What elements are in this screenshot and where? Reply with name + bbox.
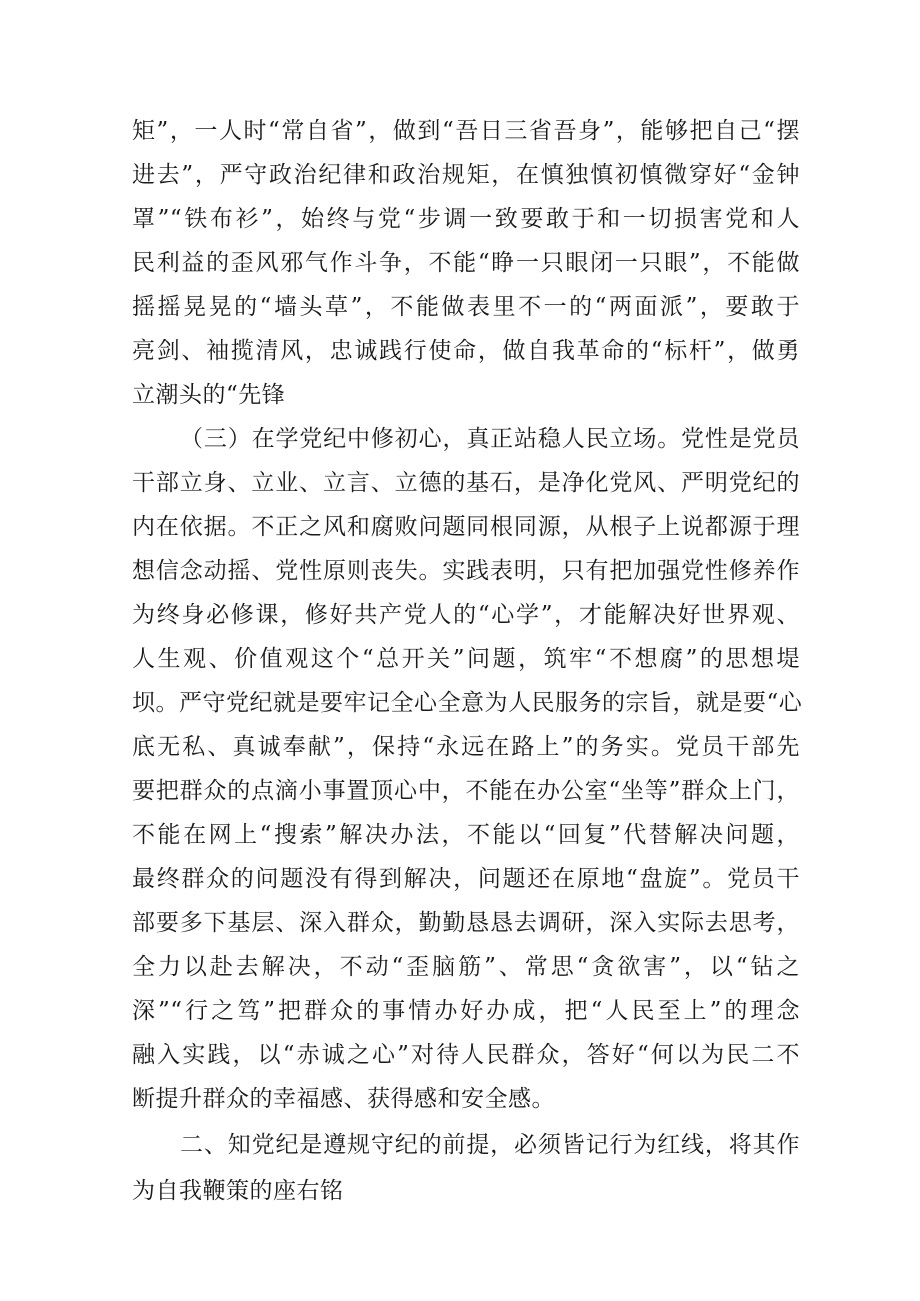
paragraph-line: 立潮头的“先锋 [132,382,286,408]
paragraph-line: 最终群众的问题没有得到解决，问题还在原地“盘旋”。党员干 [132,866,800,892]
paragraph-line: 要把群众的点滴小事置顶心中，不能在办公室“坐等”群众上门， [132,778,800,804]
paragraph-line: 为终身必修课，修好共产党人的“心学”，才能解决好世界观、 [132,602,800,628]
paragraph-line: 罩”“铁布衫”，始终与党“步调一致要敢于和一切损害党和人 [132,206,800,232]
paragraph-line: 融入实践，以“赤诚之心”对待人民群众，答好“何以为民二不 [132,1042,800,1068]
paragraph-line: （三）在学党纪中修初心，真正站稳人民立场。党性是党员 [180,426,800,452]
paragraph-line: 断提升群众的幸福感、获得感和安全感。 [132,1086,555,1112]
paragraph-line: 摇摇晃晃的“墙头草”，不能做表里不一的“两面派”，要敢于 [132,294,800,320]
paragraph-line: 进去”，严守政治纪律和政治规矩，在慎独慎初慎微穿好“金钟 [132,162,800,188]
paragraph-line: 人生观、价值观这个“总开关”问题，筑牢“不想腐”的思想堤 [132,646,800,672]
paragraph-line: 坝。严守党纪就是要牢记全心全意为人民服务的宗旨，就是要“心 [132,690,803,716]
paragraph-line: 部要多下基层、深入群众，勤勤恳恳去调研，深入实际去思考， [132,910,800,936]
heading-line: 二、知党纪是遵规守纪的前提，必须皆记行为红线，将其作 [180,1132,800,1158]
paragraph-line: 亮剑、袖揽清风，忠诚践行使命，做自我革命的“标杆”，做勇 [132,338,800,364]
paragraph-line: 全力以赴去解决，不动“歪脑筋”、常思“贪欲害”，以“钻之 [132,954,800,980]
paragraph-line: 深”“行之笃”把群众的事情办好办成，把“人民至上”的理念 [132,998,800,1024]
paragraph-line: 想信念动摇、党性原则丧失。实践表明，只有把加强党性修养作 [132,558,800,584]
heading-line: 为自我鞭策的座右铭 [132,1178,344,1204]
paragraph-line: 底无私、真诚奉献”，保持“永远在路上”的务实。党员干部先 [132,734,800,760]
paragraph-line: 干部立身、立业、立言、立德的基石，是净化党风、严明党纪的 [132,470,800,496]
paragraph-line: 不能在网上“搜索”解决办法，不能以“回复”代替解决问题， [132,822,800,848]
paragraph-line: 内在依据。不正之风和腐败问题同根同源，从根子上说都源于理 [132,514,800,540]
paragraph-line: 矩”，一人时“常自省”，做到“吾日三省吾身”，能够把自己“摆 [132,118,800,144]
paragraph-line: 民利益的歪风邪气作斗争，不能“睁一只眼闭一只眼”，不能做 [132,250,800,276]
